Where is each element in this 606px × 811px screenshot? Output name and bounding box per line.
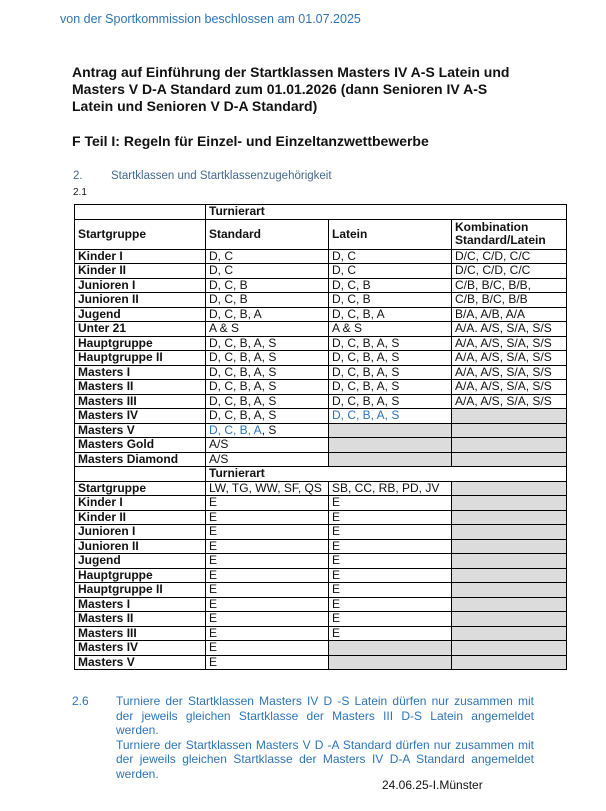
class-cell: A/A, A/S, S/A, S/S [452, 380, 567, 395]
class-cell: A/S [206, 438, 329, 453]
table-row [75, 612, 567, 627]
class-cell: B/A, A/B, A/A [452, 307, 567, 322]
signature-date: 24.06.25-I.Münster [382, 778, 483, 792]
class-cell: A/A, A/S, S/A, S/S [452, 336, 567, 351]
table-row [75, 351, 567, 366]
section-heading [73, 170, 332, 182]
table-row [75, 249, 567, 264]
class-cell: D, C, B, A, S [329, 365, 452, 380]
document-subtitle: F Teil I: Regeln für Einzel- und Einzeltanzwettbewerbe [72, 133, 429, 149]
class-cell: D, C, B, A, S [329, 394, 452, 409]
startgruppe-cell: Hauptgruppe [75, 568, 206, 583]
class-cell: E [329, 597, 452, 612]
class-cell: E [329, 568, 452, 583]
class-cell: E [206, 626, 329, 641]
table-row [75, 409, 567, 424]
class-cell: E [206, 597, 329, 612]
class-cell: D, C, B [206, 293, 329, 308]
class-cell [329, 655, 452, 670]
table-row [75, 539, 567, 554]
column-header [452, 481, 567, 496]
class-cell [329, 409, 452, 424]
table-row [75, 554, 567, 569]
group-header-row [75, 467, 567, 482]
class-cell: E [329, 525, 452, 540]
class-cell: D, C [206, 264, 329, 279]
class-cell [452, 655, 567, 670]
class-cell [329, 423, 452, 438]
startgruppe-cell: Masters III [75, 394, 206, 409]
class-cell: A/A, A/S, S/A, S/S [452, 365, 567, 380]
class-cell: A/A, A/S, S/A, S/S [452, 351, 567, 366]
group-header-row [75, 205, 567, 220]
new-class-text: D, C, B, A, S [332, 408, 400, 423]
class-cell: E [329, 612, 452, 627]
table-row [75, 307, 567, 322]
class-cell: D, C, B, A, S [206, 394, 329, 409]
class-cell: A & S [329, 322, 452, 337]
class-cell [452, 626, 567, 641]
startgruppe-cell: Kinder II [75, 510, 206, 525]
table-row [75, 423, 567, 438]
column-header-row [75, 481, 567, 496]
class-cell: E [206, 525, 329, 540]
class-cell: E [206, 612, 329, 627]
class-cell [452, 539, 567, 554]
class-cell: E [329, 554, 452, 569]
class-cell: D, C, B, A, S [206, 380, 329, 395]
table-row [75, 641, 567, 656]
einzeltanz-table [74, 466, 567, 670]
rule-number: 2.6 [72, 694, 89, 708]
table-row [75, 293, 567, 308]
subsection-number: 2.1 [73, 187, 87, 198]
table-row [75, 626, 567, 641]
column-header: SB, CC, RB, PD, JV [329, 481, 452, 496]
class-cell [329, 438, 452, 453]
document-title: Antrag auf Einführung der Startklassen Masters IV A-S Latein und Masters V D-A Standard zum 01.01.2026 (dann Senioren IV A-S Latein und Senioren V D-A Standard) [72, 64, 510, 114]
startgruppe-cell: Kinder I [75, 496, 206, 511]
startgruppe-cell: Hauptgruppe II [75, 351, 206, 366]
column-header: LW, TG, WW, SF, QS [206, 481, 329, 496]
class-cell: D/C, C/D, C/C [452, 249, 567, 264]
class-cell [329, 641, 452, 656]
table-row [75, 452, 567, 467]
class-cell: E [206, 641, 329, 656]
class-cell [452, 525, 567, 540]
startgruppe-cell: Masters V [75, 655, 206, 670]
startgruppe-cell: Masters Diamond [75, 452, 206, 467]
startgruppe-cell: Masters Gold [75, 438, 206, 453]
startgruppe-cell: Junioren I [75, 278, 206, 293]
class-cell: D, C, B, A [206, 307, 329, 322]
table-row [75, 264, 567, 279]
class-cell: D, C, B [329, 278, 452, 293]
column-header: Startgruppe [75, 219, 206, 249]
group-header: Turnierart [206, 205, 567, 220]
class-cell: E [329, 496, 452, 511]
group-header: Turnierart [206, 467, 567, 482]
table-row [75, 438, 567, 453]
class-cell: E [206, 568, 329, 583]
empty-cell [75, 205, 206, 220]
table-row [75, 525, 567, 540]
class-cell [452, 612, 567, 627]
class-cell: E [206, 655, 329, 670]
class-cell [452, 496, 567, 511]
startgruppe-cell: Hauptgruppe II [75, 583, 206, 598]
class-cell: A & S [206, 322, 329, 337]
column-header-row [75, 219, 567, 249]
startgruppe-cell: Masters I [75, 365, 206, 380]
class-cell [452, 554, 567, 569]
rule-text [116, 694, 534, 781]
class-cell: D, C [329, 264, 452, 279]
class-cell [452, 409, 567, 424]
table-row [75, 365, 567, 380]
table-row [75, 496, 567, 511]
section-number: 2. [73, 170, 83, 182]
class-cell: D, C, B, A, S [206, 409, 329, 424]
startgruppe-cell: Unter 21 [75, 322, 206, 337]
column-header: Standard [206, 219, 329, 249]
table-row [75, 655, 567, 670]
class-cell [452, 510, 567, 525]
empty-cell [75, 467, 206, 482]
class-cell: D, C, B, A, S [329, 380, 452, 395]
class-cell [452, 641, 567, 656]
class-cell: D, C [329, 249, 452, 264]
startgruppe-cell: Masters I [75, 597, 206, 612]
startgruppe-cell: Masters II [75, 612, 206, 627]
class-cell: D, C [206, 249, 329, 264]
rule-paragraph: Turniere der Startklassen Masters IV D -S Latein dürfen nur zusammen mit der jeweils gleichen Startklasse der Masters III D-S Latein angemeldet werden. [116, 694, 534, 737]
class-cell [329, 452, 452, 467]
startgruppe-cell: Masters II [75, 380, 206, 395]
class-cell: D, C, B, A, S [329, 351, 452, 366]
startgruppe-cell: Jugend [75, 307, 206, 322]
startgruppe-cell: Hauptgruppe [75, 336, 206, 351]
startgruppe-cell: Kinder II [75, 264, 206, 279]
startgruppe-cell: Masters III [75, 626, 206, 641]
startklassen-table [74, 204, 567, 467]
cell-text: , S [261, 423, 277, 437]
table-row [75, 380, 567, 395]
startgruppe-cell: Junioren I [75, 525, 206, 540]
startgruppe-cell: Masters IV [75, 641, 206, 656]
class-cell: D, C, B, A, S [206, 365, 329, 380]
class-cell [452, 597, 567, 612]
class-cell: A/S [206, 452, 329, 467]
startgruppe-cell: Jugend [75, 554, 206, 569]
class-cell: D, C, B, A [329, 307, 452, 322]
class-cell [452, 423, 567, 438]
class-cell: D, C, B [206, 278, 329, 293]
class-cell: E [206, 539, 329, 554]
column-header: Startgruppe [75, 481, 206, 496]
rule-paragraph: Turniere der Startklassen Masters V D -A Standard dürfen nur zusammen mit der jeweils gleichen Startklasse der Masters IV D-A Standard angemeldet werden. [116, 737, 534, 781]
startgruppe-cell: Kinder I [75, 249, 206, 264]
class-cell: D, C, B, A, S [206, 336, 329, 351]
class-cell: C/B, B/C, B/B, [452, 278, 567, 293]
new-class-text: D, C, B, A [209, 423, 262, 437]
startgruppe-cell: Masters IV [75, 409, 206, 424]
class-cell: E [329, 510, 452, 525]
column-header: Kombination Standard/Latein [452, 219, 567, 249]
table-row [75, 278, 567, 293]
class-cell: A/A, A/S, S/A, S/S [452, 394, 567, 409]
class-cell: C/B, B/C, B/B [452, 293, 567, 308]
class-cell [452, 452, 567, 467]
table-row [75, 336, 567, 351]
class-cell: E [329, 626, 452, 641]
class-cell: E [206, 554, 329, 569]
class-cell: D/C, C/D, C/C [452, 264, 567, 279]
class-cell: E [206, 496, 329, 511]
class-cell: A/A. A/S, S/A, S/S [452, 322, 567, 337]
class-cell: D, C, B, A, S [206, 351, 329, 366]
table-row [75, 322, 567, 337]
section-title: Startklassen und Startklassenzugehörigkeit [111, 170, 332, 182]
class-cell: E [206, 510, 329, 525]
class-cell: D, C, B [329, 293, 452, 308]
table-row [75, 568, 567, 583]
column-header: Latein [329, 219, 452, 249]
class-cell: E [329, 539, 452, 554]
class-cell [206, 423, 329, 438]
table-row [75, 583, 567, 598]
class-cell: E [206, 583, 329, 598]
table-row [75, 510, 567, 525]
table-row [75, 394, 567, 409]
header-note: von der Sportkommission beschlossen am 01.07.2025 [60, 12, 361, 26]
startgruppe-cell: Junioren II [75, 539, 206, 554]
class-cell: E [329, 583, 452, 598]
table-row [75, 597, 567, 612]
class-cell [452, 568, 567, 583]
class-cell [452, 583, 567, 598]
startgruppe-cell: Masters V [75, 423, 206, 438]
class-cell: D, C, B, A, S [329, 336, 452, 351]
startgruppe-cell: Junioren II [75, 293, 206, 308]
class-cell [452, 438, 567, 453]
